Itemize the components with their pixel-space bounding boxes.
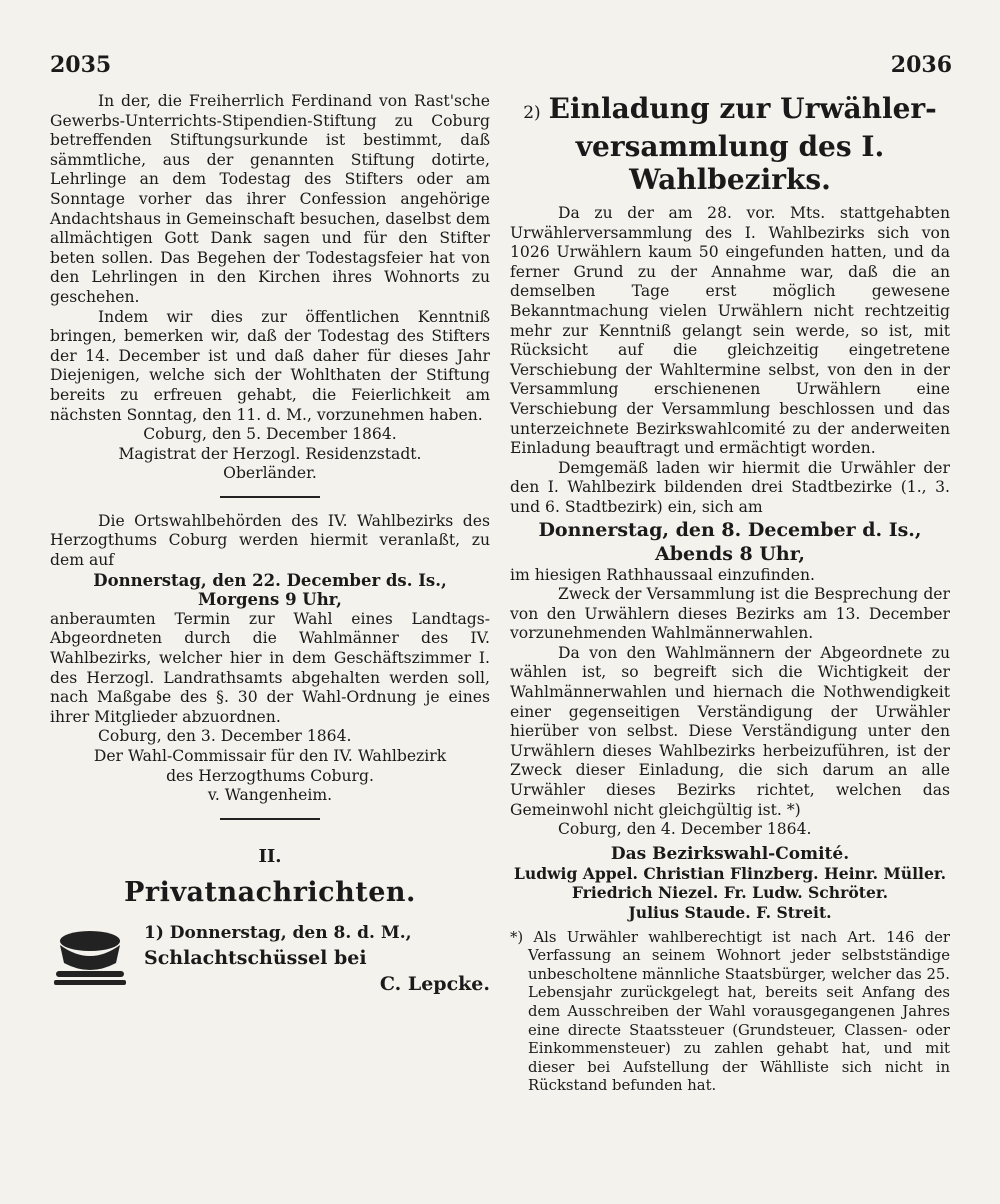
committee-members-3: Julius Staude. F. Streit. [628,903,832,922]
invitation-paragraph-3: Zweck der Versammlung ist die Besprechung der von den Urwählern dieses Bezirks am 13. December vorzunehmenden Wahlmännerwahlen. [510,585,950,643]
invitation-paragraph-1: Da zu der am 28. vor. Mts. stattgehabten Urwählerversammlung des I. Wahlbezirks sich von 1026 Urwählern kaum 50 eingefunden hatten, und da ferner Grund zu der Annahme war, daß die an demselben Tage erst möglich gewesene Bekanntmachung vielen Urwählern nicht rechtzeitig mehr zur Kenntniß gelangt sein werde, so ist, mit Rücksicht auf die gleichzeitig eingetretene Verschiebung der Wahltermine selbst, von den in der Versammlung erschienenen Urwählern eine Verschiebung der Versammlung beschlossen und das unterzeichnete Bezirkswahlcomité zu der anderweiten Einladung beauftragt und ermächtigt worden. [510,204,950,458]
wahl-paragraph-1: Die Ortswahlbehörden des IV. Wahlbezirks des Herzogthums Coburg werden hiermit veranlaßt, zu dem auf [50,511,490,570]
private-notice-date: 1) Donnerstag, den 8. d. M., [144,922,412,943]
private-notice-host: C. Lepcke. [379,972,490,995]
stiftung-date: Coburg, den 5. December 1864. [143,425,397,444]
divider-rule [220,496,320,498]
invitation-title-line-1: Einladung zur Urwähler- [548,92,937,125]
stiftung-paragraph-2: Indem wir dies zur öffentlichen Kenntniß bringen, bemerken wir, daß der Todestag des Stifters der 14. December ist und daß daher für dieses Jahr Diejenigen, welche sich der Wohlthaten der Stiftung bereits zu erfreuen gehabt, die Feierlichkeit am nächsten Sonntag, den 11. d. M., vorzunehmen haben. [50,307,490,424]
invitation-place-date: Coburg, den 4. December 1864. [558,820,812,839]
page-number-right: 2036 [890,52,952,78]
section-number: II. [258,845,282,867]
left-column [50,92,490,995]
wahl-place-date: Coburg, den 3. December 1864. [98,727,352,746]
invitation-title-line-2: versammlung des I. Wahlbezirks. [575,130,885,196]
stiftung-paragraph-1: In der, die Freiherrlich Ferdinand von Rast'sche Gewerbs-Unterrichts-Stipendien-Stiftung zu Coburg betreffenden Stiftungsurkunde ist bestimmt, daß sämmtliche, aus der genannten Stiftung dotirte, Lehrlinge an dem Todestag des Stifters oder am Sonntage vorher das ihrer Confession angehörige Andachtshaus in Gemeinschaft besuchen, daselbst dem allmächtigen Gott Dank sagen und für den Stifter beten sollen. Das Begehen der Todestagsfeier hat von den Lehrlingen in den Kirchen ihres Wohnorts zu geschehen. [50,92,490,306]
footnote: *) Als Urwähler wahlberechtigt ist nach Art. 146 der Verfassung an seinem Wohnort jeder selbstständige unbescholtene männliche Staatsbürger, welcher das 25. Lebensjahr zurückgelegt hat, bereits seit Anfang des dem Ausschreiben der Wahl vorausgegangenen Jahres eine directe Staatssteuer (Grundsteuer, Classen- oder Einkommensteuer) zu zahlen gehabt hat, und mit dieser bei Aufstellung der Wählliste sich nicht in Rückstand befunden hat. [510,928,950,1095]
invitation-number: 2) [523,103,541,123]
invitation-date-line-2: Abends 8 Uhr, [655,542,805,565]
invitation-title [510,92,950,130]
private-notice-dish [144,947,490,969]
bowl-icon [50,923,130,989]
committee-members-2: Friedrich Niezel. Fr. Ludw. Schröter. [571,883,889,903]
invitation-paragraph-2: Demgemäß laden wir hiermit die Urwähler der den I. Wahlbezirk bildenden drei Stadtbezirke (1., 3. und 6. Stadtbezirk) ein, sich am [510,458,950,516]
wahl-name: v. Wangenheim. [207,786,333,805]
wahl-date-line-2: Morgens 9 Uhr, [198,590,342,610]
invitation-date-line-1: Donnerstag, den 8. December d. Is., [538,518,922,541]
stiftung-name: Oberländer. [223,464,317,483]
committee-members-1: Ludwig Appel. Christian Flinzberg. Heinr. Müller. [513,863,947,883]
wahl-date-line-1: Donnerstag, den 22. December ds. Is., [93,570,447,590]
divider-rule-2 [220,818,320,820]
section-title: Privatnachrichten. [124,876,416,908]
private-notice [50,923,490,995]
stiftung-signer: Magistrat der Herzogl. Residenzstadt. [118,444,422,463]
private-notice-dish-label: Schlachtschüssel bei [144,946,367,969]
committee-title: Das Bezirkswahl-Comité. [610,843,850,864]
invitation-paragraph-4: Da von den Wahlmännern der Abgeordnete zu wählen ist, so begreift sich die Wichtigkeit der Wahlmännerwahlen und hiernach die Nothwendigkeit einer gegenseitigen Verständigung der Urwähler hierüber von selbst. Diese Verständigung unter den Urwählern dieses Wahlbezirks herbeizuführen, ist der Zweck dieser Einladung, die sich darum an alle Urwähler dieses Bezirks richtet, welchen das Gemeinwohl nicht gleichgültig ist. *) [510,643,950,819]
wahl-signer-1: Der Wahl-Commissair für den IV. Wahlbezirk [93,747,447,765]
page-number-left: 2035 [50,52,112,78]
invitation-place: im hiesigen Rathhaussaal einzufinden. [510,565,815,584]
wahl-paragraph-2: anberaumten Termin zur Wahl eines Landtags-Abgeordneten durch die Wahlmänner des IV. Wahlbezirks, welcher hier in dem Geschäftszimmer I. des Herzogl. Landrathsamts abgehalten werden soll, nach Maßgabe des §. 30 der Wahl-Ordnung je eines ihrer Mitglieder abzuordnen. [50,609,490,726]
right-column [510,92,950,1096]
wahl-signer-2: des Herzogthums Coburg. [166,766,374,785]
